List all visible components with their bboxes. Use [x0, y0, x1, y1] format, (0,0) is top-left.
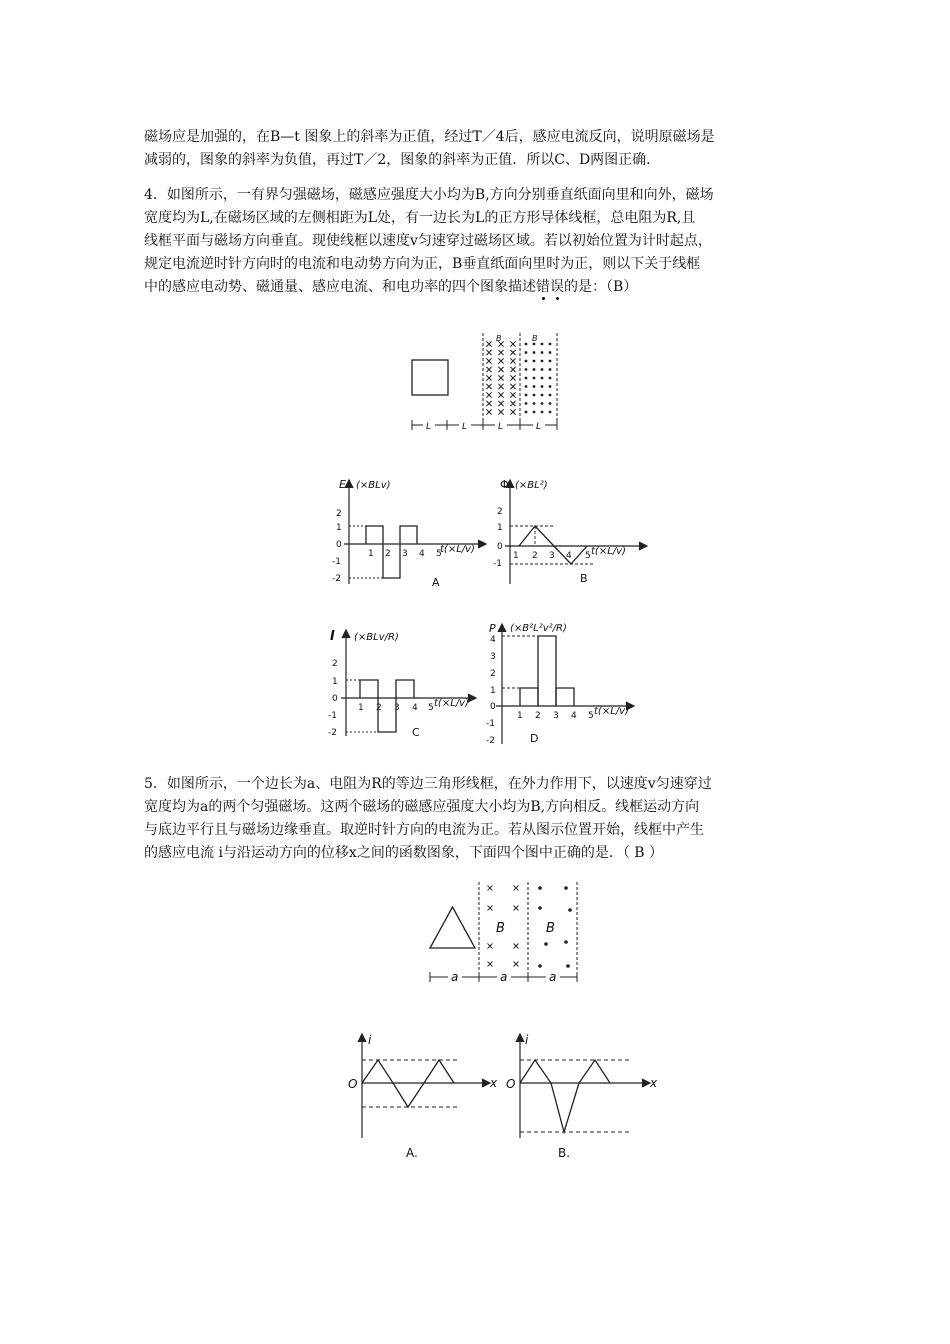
text-line: 宽度均为a的两个匀强磁场。这两个磁场的磁感应强度大小均为B,方向相反。线框运动方向	[144, 799, 700, 815]
axis-y-name: i	[368, 1033, 372, 1047]
tick-label: 3	[402, 549, 408, 559]
dimension-label: L	[462, 422, 468, 432]
tick-label: -1	[332, 557, 341, 567]
q5-graph-b	[500, 1030, 665, 1165]
tick-label: -2	[328, 728, 337, 738]
tick-label: 2	[535, 711, 541, 721]
q4-graph-a	[334, 474, 494, 594]
tick-label: -1	[493, 559, 502, 569]
axis-y-unit: (×BL²)	[515, 480, 548, 491]
triangle-loop	[430, 907, 475, 948]
tick-label: 3	[394, 703, 400, 713]
question-4	[144, 184, 824, 299]
tick-label: -1	[486, 719, 495, 729]
tick-label: 4	[419, 549, 425, 559]
axis-y-name: i	[525, 1033, 529, 1047]
tick-label: 2	[332, 659, 338, 669]
text-segment: 的是：（B）	[564, 279, 638, 295]
tick-label: -2	[486, 736, 495, 746]
tick-label: 1	[358, 703, 364, 713]
text-line: 宽度均为L,在磁场区域的左侧相距为L处，有一边长为L的正方形导体线框，总电阻为R,且	[144, 210, 696, 226]
graph-letter: A.	[406, 1146, 418, 1160]
text-line: 与底边平行且与磁场边缘垂直。取逆时针方向的电流为正。若从图示位置开始，线框中产生	[144, 822, 704, 838]
graph-letter: B.	[558, 1146, 571, 1160]
tick-label: 1	[517, 711, 523, 721]
text-line: 4．如图所示，一有界匀强磁场，磁感应强度大小均为B,方向分别垂直纸面向里和向外，磁场	[144, 187, 714, 203]
axis-x-name: x	[650, 1076, 658, 1090]
emphasis-char: 误	[550, 279, 564, 295]
text-line: 5．如图所示，一个边长为a、电阻为R的等边三角形线框，在外力作用下，以速度v匀速穿过	[144, 776, 712, 792]
q4-graph-d	[484, 620, 654, 750]
text-line: 的感应电流 i与沿运动方向的位移x之间的函数图象，下面四个图中正确的是．（ B ）	[144, 845, 664, 861]
text-line: 磁场应是加强的，在B—t 图象上的斜率为正值，经过T／4后，感应电流反向，说明原磁场是	[144, 129, 715, 145]
field-label: B	[496, 921, 505, 936]
graph-letter: B	[580, 572, 588, 585]
tick-label: 2	[532, 551, 538, 561]
dimension-label: a	[500, 970, 508, 984]
dimension-label: a	[451, 970, 459, 984]
tick-label: 5	[588, 711, 594, 721]
graph-letter: C	[412, 726, 420, 739]
out-of-page-field	[525, 343, 552, 414]
graph-letter: D	[530, 732, 539, 745]
q4-graph-c	[326, 624, 491, 744]
tick-label: 1	[336, 523, 342, 533]
tick-label: 2	[376, 703, 382, 713]
tick-label: 3	[490, 652, 496, 662]
axis-y-name: Φ	[500, 478, 509, 491]
tick-label: 0	[332, 694, 338, 704]
axis-y-unit: (×BLv/R)	[354, 632, 399, 643]
out-of-page-field	[538, 886, 572, 968]
origin-label: O	[506, 1077, 516, 1091]
field-label: B	[546, 921, 555, 936]
tick-label: -2	[332, 574, 341, 584]
q4-setup-figure	[400, 330, 580, 440]
q5-setup-figure	[420, 880, 595, 990]
tick-label: 5	[585, 551, 591, 561]
tick-label: 0	[336, 540, 342, 550]
field-label: B	[496, 334, 502, 343]
tick-label: -1	[328, 711, 337, 721]
tick-label: 1	[497, 523, 503, 533]
tick-label: 5	[436, 549, 442, 559]
axis-y-unit: (×BLv)	[356, 480, 391, 491]
into-page-field	[486, 341, 515, 414]
q4-graph-b	[495, 474, 655, 594]
origin-label: O	[348, 1077, 358, 1091]
text-segment: 中的感应电动势、磁通量、感应电流、和电功率的四个图象描述	[144, 279, 536, 295]
text-line: 线框平面与磁场方向垂直。现使线框以速度v匀速穿过磁场区域。若以初始位置为计时起点，	[144, 233, 712, 249]
tick-label: 1	[490, 686, 496, 696]
tick-label: 4	[412, 703, 418, 713]
question-5	[144, 773, 824, 865]
tick-label: 0	[497, 542, 503, 552]
emphasis-char: 错	[536, 279, 550, 295]
tick-label: 1	[513, 551, 519, 561]
dimension-label: L	[426, 422, 432, 432]
tick-label: 0	[490, 702, 496, 712]
tick-label: 1	[368, 549, 374, 559]
tick-label: 3	[549, 551, 555, 561]
axis-x-unit: t(×L/v)	[591, 546, 626, 557]
graph-letter: A	[432, 576, 440, 589]
axis-y-name: P	[489, 622, 496, 635]
tick-label: 2	[385, 549, 391, 559]
axis-x-unit: t(×L/v)	[440, 544, 475, 555]
tick-label: 2	[336, 509, 342, 519]
tick-label: 5	[428, 703, 434, 713]
text-line: 规定电流逆时针方向时的电流和电动势方向为正，B垂直纸面向里时为正，则以下关于线框	[144, 256, 701, 272]
tick-label: 2	[497, 507, 503, 517]
axis-x-unit: t(×L/v)	[594, 706, 629, 717]
tick-label: 4	[571, 711, 577, 721]
axis-x-name: x	[490, 1076, 498, 1090]
square-loop	[412, 360, 448, 395]
tick-label: 2	[490, 669, 496, 679]
dimension-label: L	[536, 422, 542, 432]
dimension-label: a	[549, 970, 557, 984]
axis-y-name: I	[330, 629, 335, 644]
dimension-label: L	[498, 422, 504, 432]
field-label: B	[532, 334, 538, 343]
tick-label: 4	[566, 551, 572, 561]
q5-graph-a	[340, 1030, 505, 1165]
axis-y-name: E	[339, 478, 346, 491]
axis-y-unit: (×B²L²v²/R)	[510, 623, 567, 634]
text-line: 减弱的，图象的斜率为负值，再过T／2，图象的斜率为正值．所以C、D两图正确．	[144, 152, 661, 168]
tick-label: 1	[332, 677, 338, 687]
tick-label: 3	[553, 711, 559, 721]
tick-label: 4	[490, 635, 496, 645]
axis-x-unit: t(×L/v)	[434, 698, 469, 709]
top-paragraph	[144, 126, 824, 172]
text-line	[144, 276, 824, 299]
